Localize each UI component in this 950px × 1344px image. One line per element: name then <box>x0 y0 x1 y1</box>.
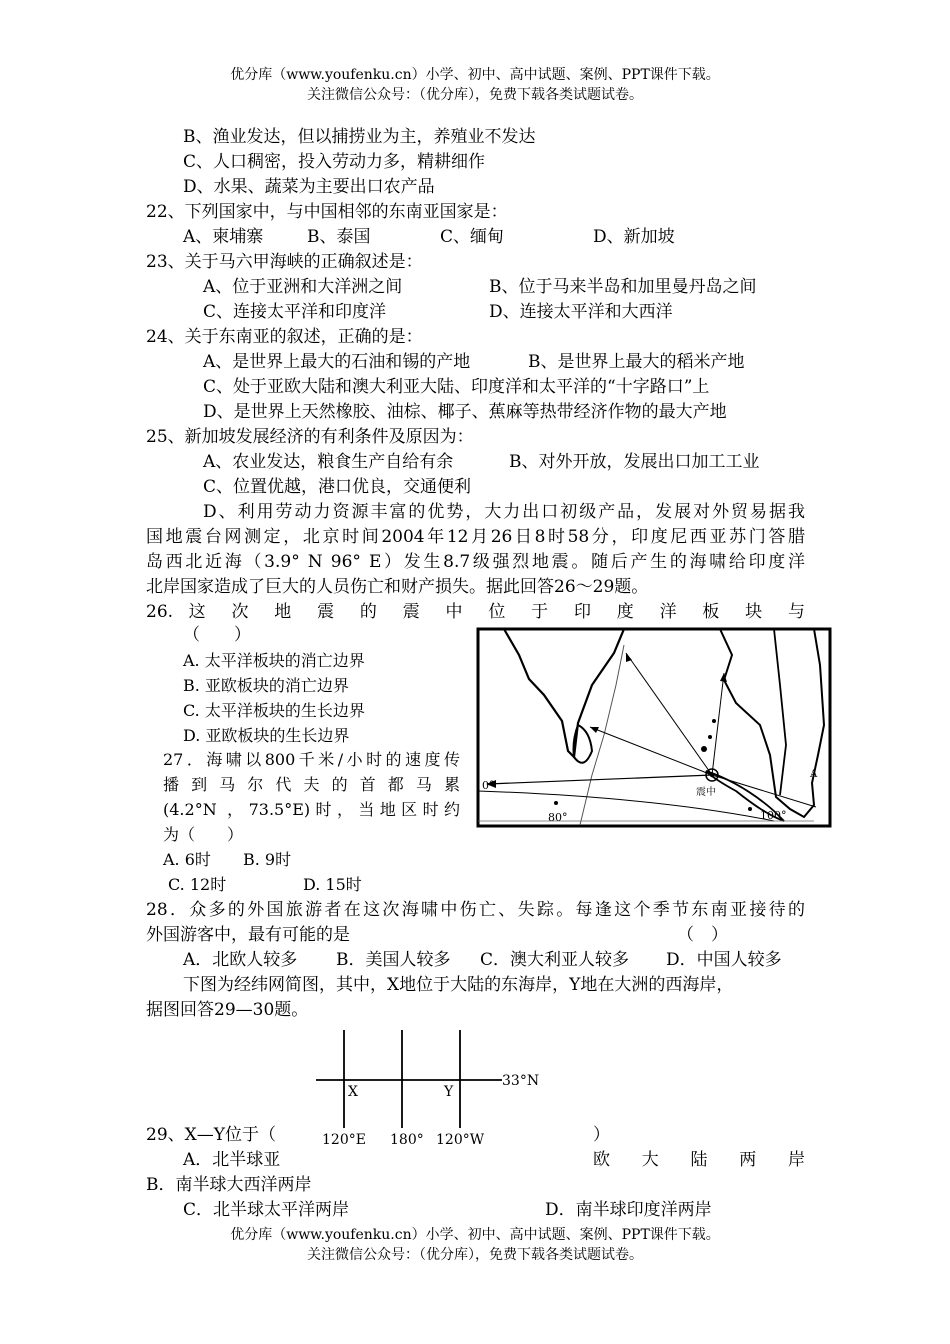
q22-option-b: B、泰国 <box>307 227 371 247</box>
q26-stem: 26. 这 次 地 震 的 震 中 位 于 印 度 洋 板 块 与 <box>146 602 805 622</box>
q28-stem: 28．众多的外国旅游者在这次海啸中伤亡、失踪。每逢这个季节东南亚接待的 <box>146 900 805 920</box>
q24-option-b: B、是世界上最大的稻米产地 <box>528 352 745 372</box>
q25-stem: 25、新加坡发展经济的有利条件及原因为： <box>146 427 474 447</box>
intro29-line-2: 据图回答29—30题。 <box>146 1000 309 1020</box>
q27-line-4: 为（ ） <box>163 825 244 844</box>
q28-option-b: B．美国人较多 <box>336 950 451 970</box>
islands-small <box>748 807 752 811</box>
islands-andaman-b <box>712 719 716 723</box>
label-epicenter: 震中 <box>696 787 716 798</box>
passage-line-3: 北岸国家造成了巨大的人员伤亡和财产损失。据此回答26～29题。 <box>146 577 649 597</box>
tsunami-map <box>474 625 834 830</box>
q23-stem: 23、关于马六甲海峡的正确叙述是： <box>146 252 423 272</box>
q29-option-c: C．北半球太平洋两岸 <box>183 1200 350 1220</box>
q28-option-a: A．北欧人较多 <box>183 950 298 970</box>
q24-stem: 24、关于东南亚的叙述，正确的是： <box>146 327 423 347</box>
graticule-diagram <box>300 1026 560 1154</box>
q23-option-d: D、连接太平洋和大西洋 <box>489 302 673 322</box>
islands-maldives <box>554 801 558 805</box>
q22-option-a: A、柬埔寨 <box>183 227 264 247</box>
q21-option-b: B、渔业发达，但以捕捞业为主，养殖业不发达 <box>183 127 536 147</box>
q29-option-a-part2: 欧 大 陆 两 岸 <box>593 1150 805 1170</box>
label-33n: 33°N <box>502 1073 540 1089</box>
label-0: 0° <box>482 779 495 792</box>
q27-line-3: (4.2°N ，73.5°E)时，当地区时约 <box>163 800 460 819</box>
label-point-a: A <box>810 769 818 780</box>
passage-line-1: 国地震台网测定，北京时间2004年12月26日8时58分，印度尼西亚苏门答腊 <box>146 527 805 547</box>
q26-option-c: C. 太平洋板块的生长边界 <box>183 701 365 720</box>
q27-option-c: C. 12时 <box>168 875 227 894</box>
q21-option-c: C、人口稠密，投入劳动力多，精耕细作 <box>183 152 486 172</box>
passage-line-2: 岛西北近海（3.9° N 96° E）发生8.7级强烈地震。随后产生的海啸给印度洋 <box>146 552 805 572</box>
q22-option-d: D、新加坡 <box>593 227 675 247</box>
q29-option-d: D．南半球印度洋两岸 <box>545 1200 712 1220</box>
q22-option-c: C、缅甸 <box>440 227 505 247</box>
intro29-line-1: 下图为经纬网简图，其中，X地位于大陆的东海岸，Y地在大洲的西海岸， <box>183 975 734 995</box>
q29-option-b: B．南半球大西洋两岸 <box>146 1175 312 1195</box>
q25-option-d-line1: D、利用劳动力资源丰富的优势，大力出口初级产品，发展对外贸易据我 <box>203 502 805 522</box>
header-line-2: 关注微信公众号：（优分库），免费下载各类试题试卷。 <box>307 87 643 103</box>
q25-option-a: A、农业发达，粮食生产自给有余 <box>203 452 454 472</box>
q29-close-paren: ） <box>593 1125 610 1145</box>
q26-option-b: B. 亚欧板块的消亡边界 <box>183 676 349 695</box>
q27-line-2: 播 到 马 尔 代 夫 的 首 都 马 累 <box>163 775 460 794</box>
q23-option-c: C、连接太平洋和印度洋 <box>203 302 387 322</box>
q28-option-d: D．中国人较多 <box>666 950 782 970</box>
q22-stem: 22、下列国家中，与中国相邻的东南亚国家是： <box>146 202 508 222</box>
label-y: Y <box>444 1084 454 1100</box>
header-line-1: 优分库（www.youfenku.cn）小学、初中、高中试题、案例、PPT课件下载。 <box>230 67 720 83</box>
label-100: 100° <box>760 809 787 822</box>
q24-option-d: D、是世界上天然橡胶、油棕、椰子、蕉麻等热带经济作物的最大产地 <box>203 402 727 422</box>
label-x: X <box>348 1084 358 1100</box>
q27-line-1: 27．海啸以800千米/小时的速度传 <box>163 750 460 769</box>
label-120w: 120°W <box>436 1132 485 1148</box>
q29-option-a-part1: A．北半球亚 <box>183 1150 281 1170</box>
footer-line-1: 优分库（www.youfenku.cn）小学、初中、高中试题、案例、PPT课件下载。 <box>230 1227 720 1243</box>
islands-andaman-a <box>708 735 712 739</box>
footer-line-2: 关注微信公众号：（优分库），免费下载各类试题试卷。 <box>307 1247 643 1263</box>
label-80: 80° <box>548 811 568 824</box>
q27-option-b: B. 9时 <box>243 850 292 869</box>
label-180: 180° <box>390 1132 424 1148</box>
q28-paren: （ ） <box>677 925 728 945</box>
label-120e: 120°E <box>322 1132 366 1148</box>
q21-option-d: D、水果、蔬菜为主要出口农产品 <box>183 177 435 197</box>
q27-option-a: A. 6时 <box>163 850 211 869</box>
q26-option-a: A. 太平洋板块的消亡边界 <box>183 651 365 670</box>
q26-paren: （ ） <box>183 625 251 645</box>
q27-option-d: D. 15时 <box>303 875 362 894</box>
q23-option-b: B、位于马来半岛和加里曼丹岛之间 <box>489 277 757 297</box>
islands-nicobar <box>701 746 707 752</box>
q28-option-c: C．澳大利亚人较多 <box>480 950 630 970</box>
q28-stem-2: 外国游客中，最有可能的是 <box>146 925 350 945</box>
q24-option-a: A、是世界上最大的石油和锡的产地 <box>203 352 471 372</box>
q24-option-c: C、处于亚欧大陆和澳大利亚大陆、印度洋和太平洋的“十字路口”上 <box>203 377 710 397</box>
q23-option-a: A、位于亚洲和大洋洲之间 <box>203 277 403 297</box>
q26-option-d: D. 亚欧板块的生长边界 <box>183 726 350 745</box>
q29-stem: 29、X—Y位于（ <box>146 1125 276 1145</box>
q25-option-b: B、对外开放，发展出口加工工业 <box>509 452 760 472</box>
q25-option-c: C、位置优越，港口优良，交通便利 <box>203 477 472 497</box>
